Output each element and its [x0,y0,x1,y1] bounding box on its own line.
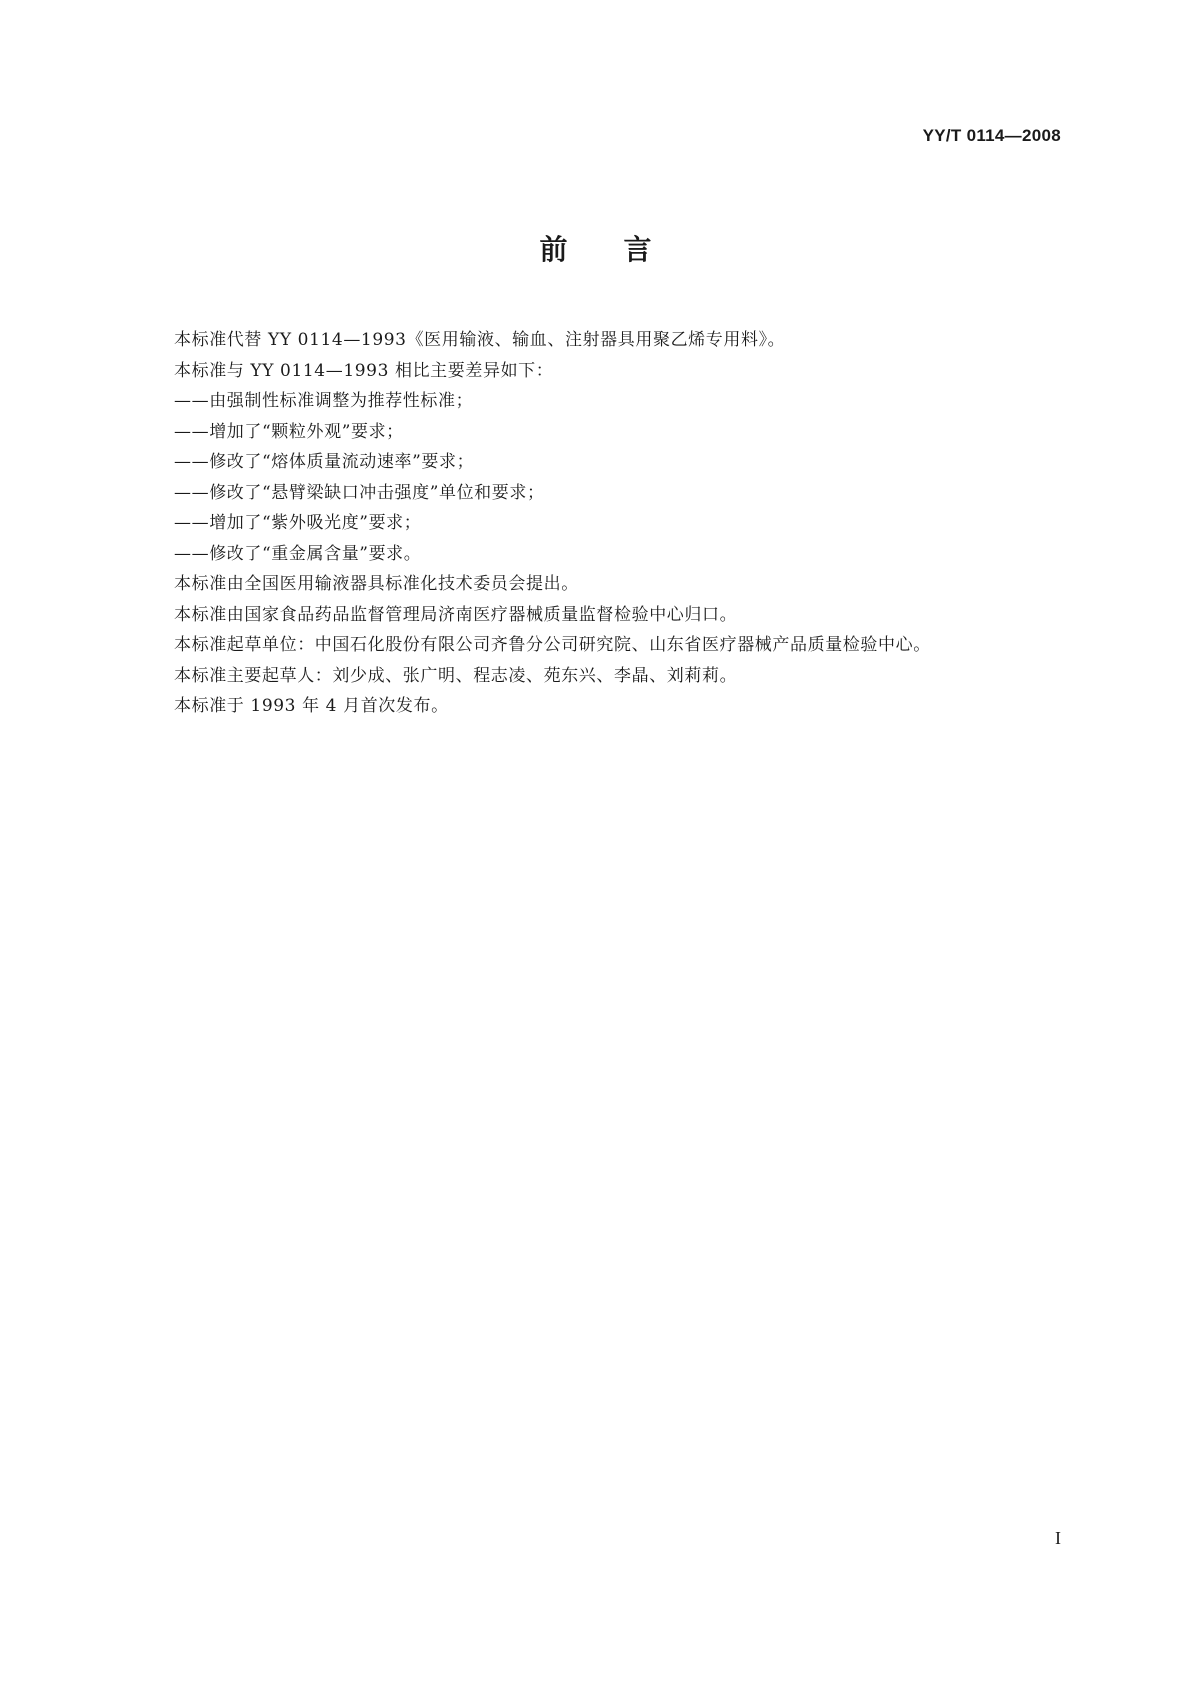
foreword-body [174,325,1054,722]
page-number: I [1055,1528,1061,1548]
foreword-line: ——修改了“熔体质量流动速率”要求； [174,452,475,472]
foreword-line: 本标准由国家食品药品监督管理局济南医疗器械质量监督检验中心归口。 [174,604,738,625]
foreword-line: 本标准由全国医用输液器具标准化技术委员会提出。 [174,574,579,594]
foreword-line: 本标准代替 YY 0114—1993《医用输液、输血、注射器具用聚乙烯专用料》。 [174,330,786,350]
foreword-line: ——增加了“紫外吸光度”要求； [174,513,422,533]
foreword-line: ——修改了“悬臂梁缺口冲击强度”单位和要求； [174,482,545,503]
foreword-line: 本标准起草单位：中国石化股份有限公司齐鲁分公司研究院、山东省医疗器械产品质量检验中心。 [174,635,931,655]
page-title: 前言 [539,233,708,266]
standard-number: YY/T 0114—2008 [922,126,1061,145]
foreword-line: 本标准主要起草人：刘少成、张广明、程志凌、苑东兴、李晶、刘莉莉。 [174,665,738,686]
foreword-line: 本标准与 YY 0114—1993 相比主要差异如下： [174,360,554,381]
foreword-line: ——增加了“颗粒外观”要求； [174,421,404,442]
foreword-line: ——修改了“重金属含量”要求。 [174,543,422,564]
foreword-line: ——由强制性标准调整为推荐性标准； [174,391,474,411]
foreword-line: 本标准于 1993 年 4 月首次发布。 [174,696,449,716]
